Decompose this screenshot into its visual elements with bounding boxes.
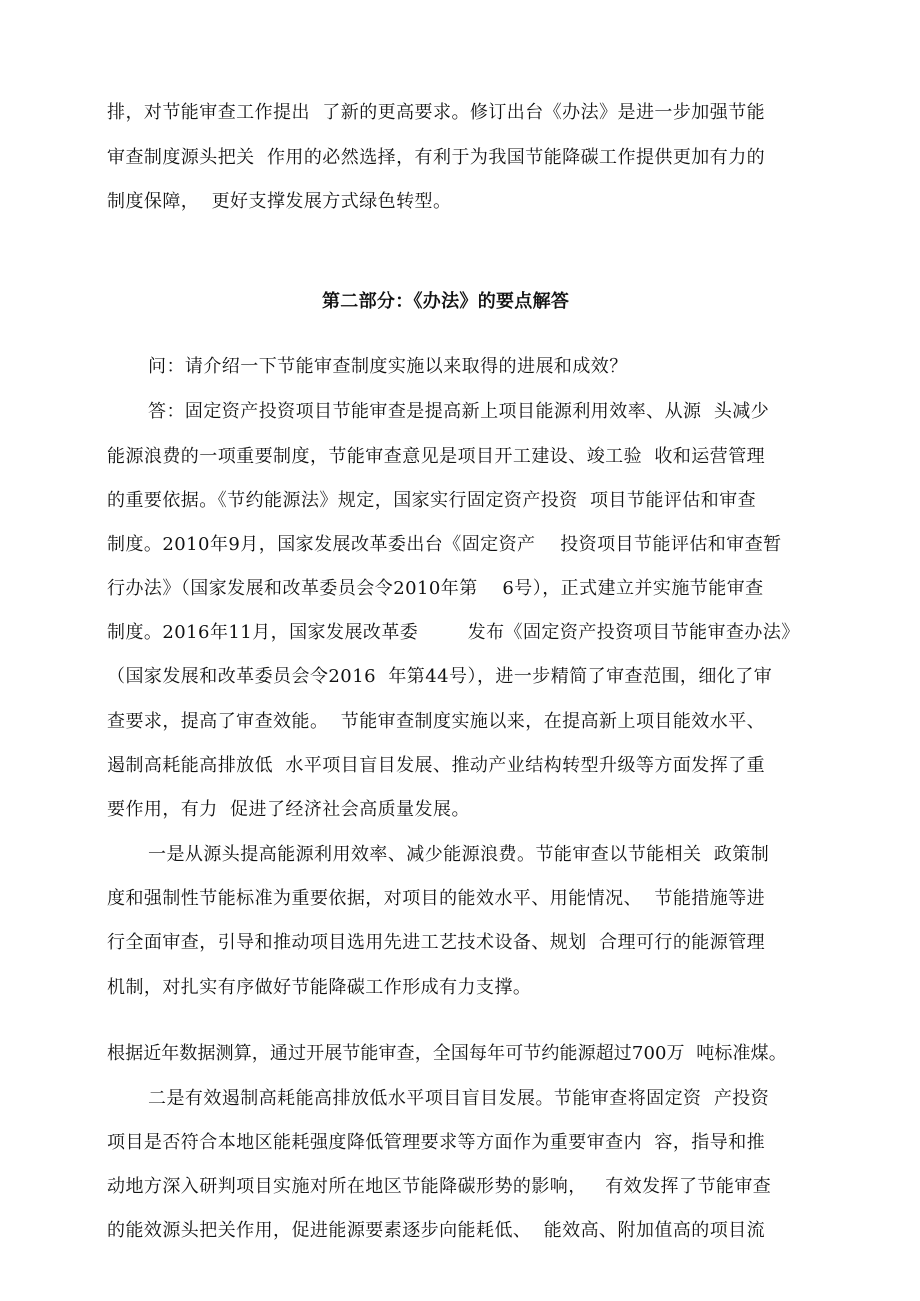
point-two-line-4: 的能效源头把关作用，促进能源要素逐步向能耗低、 能效高、附加值高的项目流	[107, 1220, 766, 1241]
answer-line-10: 要作用，有力 促进了经济社会高质量发展。	[107, 799, 470, 820]
answer-line-7: （国家发展和改革委员会令2016 年第44号），进一步精简了审查范围，细化了审	[107, 666, 773, 687]
answer-line-5: 行办法》（国家发展和改革委员会令2010年第 6号），正式建立并实施节能审查	[107, 578, 764, 599]
point-two-line-2: 项目是否符合本地区能耗强度降低管理要求等方面作为重要审查内 容，指导和推	[107, 1132, 766, 1153]
section-heading: 第二部分：《办法》的要点解答	[322, 291, 570, 312]
top-paragraph-line-1: 排，对节能审查工作提出 了新的更高要求。修订出台《办法》是进一步加强节能	[107, 102, 766, 123]
point-one-line-3: 行全面审查，引导和推动项目选用先进工艺技术设备、规划 合理可行的能源管理	[107, 932, 766, 953]
point-one-line-2: 度和强制性节能标准为重要依据，对项目的能效水平、用能情况、 节能措施等进	[107, 888, 766, 909]
answer-line-4: 制度。2010年9月，国家发展改革委出台《固定资产 投资项目节能评估和审查暂	[107, 534, 782, 555]
answer-line-6: 制度。2016年11月，国家发展改革委 发布《固定资产投资项目节能审查办法》	[107, 622, 800, 643]
top-paragraph-line-2: 审查制度源头把关 作用的必然选择，有利于为我国节能降碳工作提供更加有力的	[107, 147, 766, 168]
data-sentence: 根据近年数据测算，通过开展节能审查，全国每年可节约能源超过700万 吨标准煤。	[107, 1043, 787, 1064]
question: 问：请介绍一下节能审查制度实施以来取得的进展和成效？	[148, 356, 628, 377]
point-one-line-4: 机制，对扎实有序做好节能降碳工作形成有力支撑。	[107, 977, 532, 998]
answer-line-1: 答：固定资产投资项目节能审查是提高新上项目能源利用效率、从源 头减少	[148, 401, 770, 422]
answer-line-8: 查要求，提高了审查效能。 节能审查制度实施以来，在提高新上项目能效水平、	[107, 711, 766, 732]
answer-line-2: 能源浪费的一项重要制度，节能审查意见是项目开工建设、竣工验 收和运营管理	[107, 446, 766, 467]
point-one-line-1: 一是从源头提高能源利用效率、减少能源浪费。节能审查以节能相关 政策制	[148, 844, 770, 865]
top-paragraph-line-3: 制度保障， 更好支撑发展方式绿色转型。	[107, 191, 452, 212]
answer-line-9: 遏制高耗能高排放低 水平项目盲目发展、推动产业结构转型升级等方面发挥了重	[107, 755, 766, 776]
answer-line-3: 的重要依据。《节约能源法》规定，国家实行固定资产投资 项目节能评估和审查	[107, 490, 757, 511]
point-two-line-3: 动地方深入研判项目实施对所在地区节能降碳形势的影响， 有效发挥了节能审查	[107, 1176, 772, 1197]
point-two-line-1: 二是有效遏制高耗能高排放低水平项目盲目发展。节能审查将固定资 产投资	[148, 1088, 770, 1109]
